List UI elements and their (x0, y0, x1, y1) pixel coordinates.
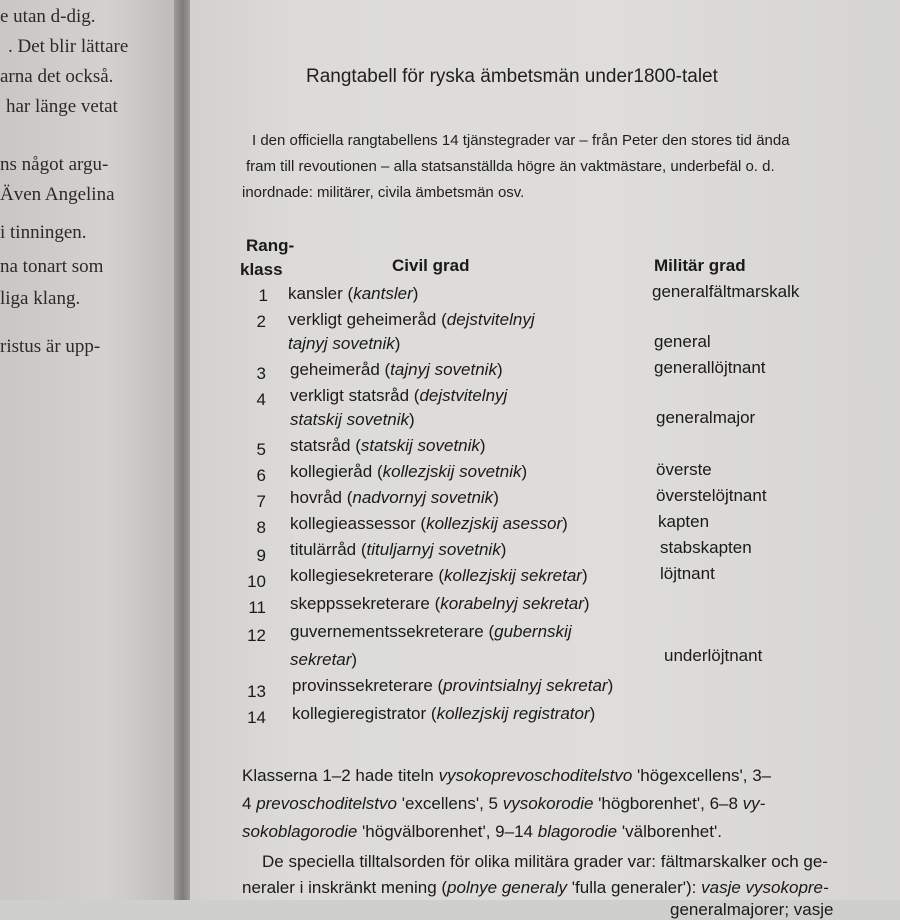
intro-line: inordnade: militärer, civila ämbetsmän osv. (242, 184, 525, 201)
rank-number: 9 (256, 546, 266, 565)
left-text-line: i tinningen. (0, 222, 87, 243)
left-text-line: e utan d-dig. (0, 6, 96, 27)
intro-line: I den officiella rangtabellens 14 tjänstegrader var – från Peter den stores tid ända (252, 132, 790, 149)
civil-grade: statsråd (statskij sovetnik) (290, 436, 486, 455)
rank-number: 5 (256, 440, 266, 459)
rank-number: 14 (247, 708, 266, 727)
page-title: Rangtabell för ryska ämbetsmän under1800-talet (306, 66, 718, 87)
civil-grade: verkligt statsråd (dejstvitelnyj (290, 386, 508, 405)
left-text-line: ns något argu- (0, 154, 109, 175)
civil-grade: geheimeråd (tajnyj sovetnik) (290, 360, 503, 379)
civil-grade: verkligt geheimeråd (dejstvitelnyj (288, 310, 535, 329)
rank-number: 6 (256, 466, 266, 485)
civil-grade: kollegieregistrator (kollezjskij registrator) (292, 704, 596, 723)
military-grade: kapten (658, 512, 710, 531)
left-text-line: arna det också. (0, 66, 114, 87)
rank-number: 12 (247, 626, 266, 645)
left-text-line: . Det blir lättare (8, 36, 129, 57)
rank-number: 10 (247, 572, 266, 591)
civil-grade: kollegieråd (kollezjskij sovetnik) (290, 462, 528, 481)
body-line: neraler i inskränkt mening (polnye generaly 'fulla generaler'): vasje vysokopre- (242, 878, 829, 897)
left-text-line: Även Angelina (0, 184, 115, 205)
military-grade: underlöjtnant (664, 646, 763, 665)
civil-grade: guvernementssekreterare (gubernskij (290, 622, 572, 641)
civil-grade: hovråd (nadvornyj sovetnik) (290, 488, 499, 507)
right-page (190, 0, 900, 919)
rank-number: 4 (256, 390, 266, 409)
intro-line: fram till revoutionen – alla statsanställda högre än vaktmästare, underbefäl o. d. (246, 158, 775, 175)
left-text-line: na tonart som (0, 256, 104, 277)
header-rang: Rang- (246, 236, 295, 255)
left-page (0, 0, 178, 900)
civil-grade-cont: tajnyj sovetnik) (288, 334, 401, 353)
civil-grade: kollegieassessor (kollezjskij asessor) (290, 514, 568, 533)
rank-number: 11 (248, 598, 266, 617)
left-text-line: ristus är upp- (0, 336, 101, 357)
civil-grade: kansler (kantsler) (288, 284, 419, 303)
body-line: Klasserna 1–2 hade titeln vysokoprevoschoditelstvo 'högexcellens', 3– (242, 766, 772, 785)
body-line: sokoblagorodie 'högvälborenhet', 9–14 blagorodie 'välborenhet'. (242, 822, 722, 841)
military-grade: generallöjtnant (654, 358, 766, 377)
header-civil: Civil grad (392, 256, 470, 275)
military-grade: general (654, 332, 711, 351)
military-grade: stabskapten (660, 538, 752, 557)
military-grade: löjtnant (660, 564, 715, 583)
civil-grade: kollegiesekreterare (kollezjskij sekretar) (290, 566, 588, 585)
left-text-line: liga klang. (0, 288, 81, 309)
civil-grade: skeppssekreterare (korabelnyj sekretar) (290, 594, 590, 613)
military-grade: överste (656, 460, 712, 479)
military-grade: generalmajor (656, 408, 756, 427)
body-line: De speciella tilltalsorden för olika militära grader var: fältmarskalker och ge- (262, 852, 828, 871)
rank-number: 8 (256, 518, 266, 537)
body-line: 4 prevoschoditelstvo 'excellens', 5 vysokorodie 'högborenhet', 6–8 vy- (242, 794, 766, 813)
civil-grade-cont: statskij sovetnik) (290, 410, 415, 429)
body-line: generalmajorer; vasje (670, 900, 834, 919)
rank-number: 13 (247, 682, 266, 701)
rank-number: 1 (258, 286, 268, 305)
rank-number: 3 (256, 364, 266, 383)
left-text-line: har länge vetat (6, 96, 118, 117)
civil-grade-cont: sekretar) (290, 650, 358, 669)
rank-number: 7 (256, 492, 266, 511)
civil-grade: titulärråd (tituljarnyj sovetnik) (290, 540, 507, 559)
military-grade: överstelöjtnant (656, 486, 767, 505)
civil-grade: provinssekreterare (provintsialnyj sekretar) (292, 676, 614, 695)
header-klass: klass (240, 260, 283, 279)
rank-number: 2 (256, 312, 266, 331)
military-grade: generalfältmarskalk (652, 282, 800, 301)
header-military: Militär grad (654, 256, 746, 275)
